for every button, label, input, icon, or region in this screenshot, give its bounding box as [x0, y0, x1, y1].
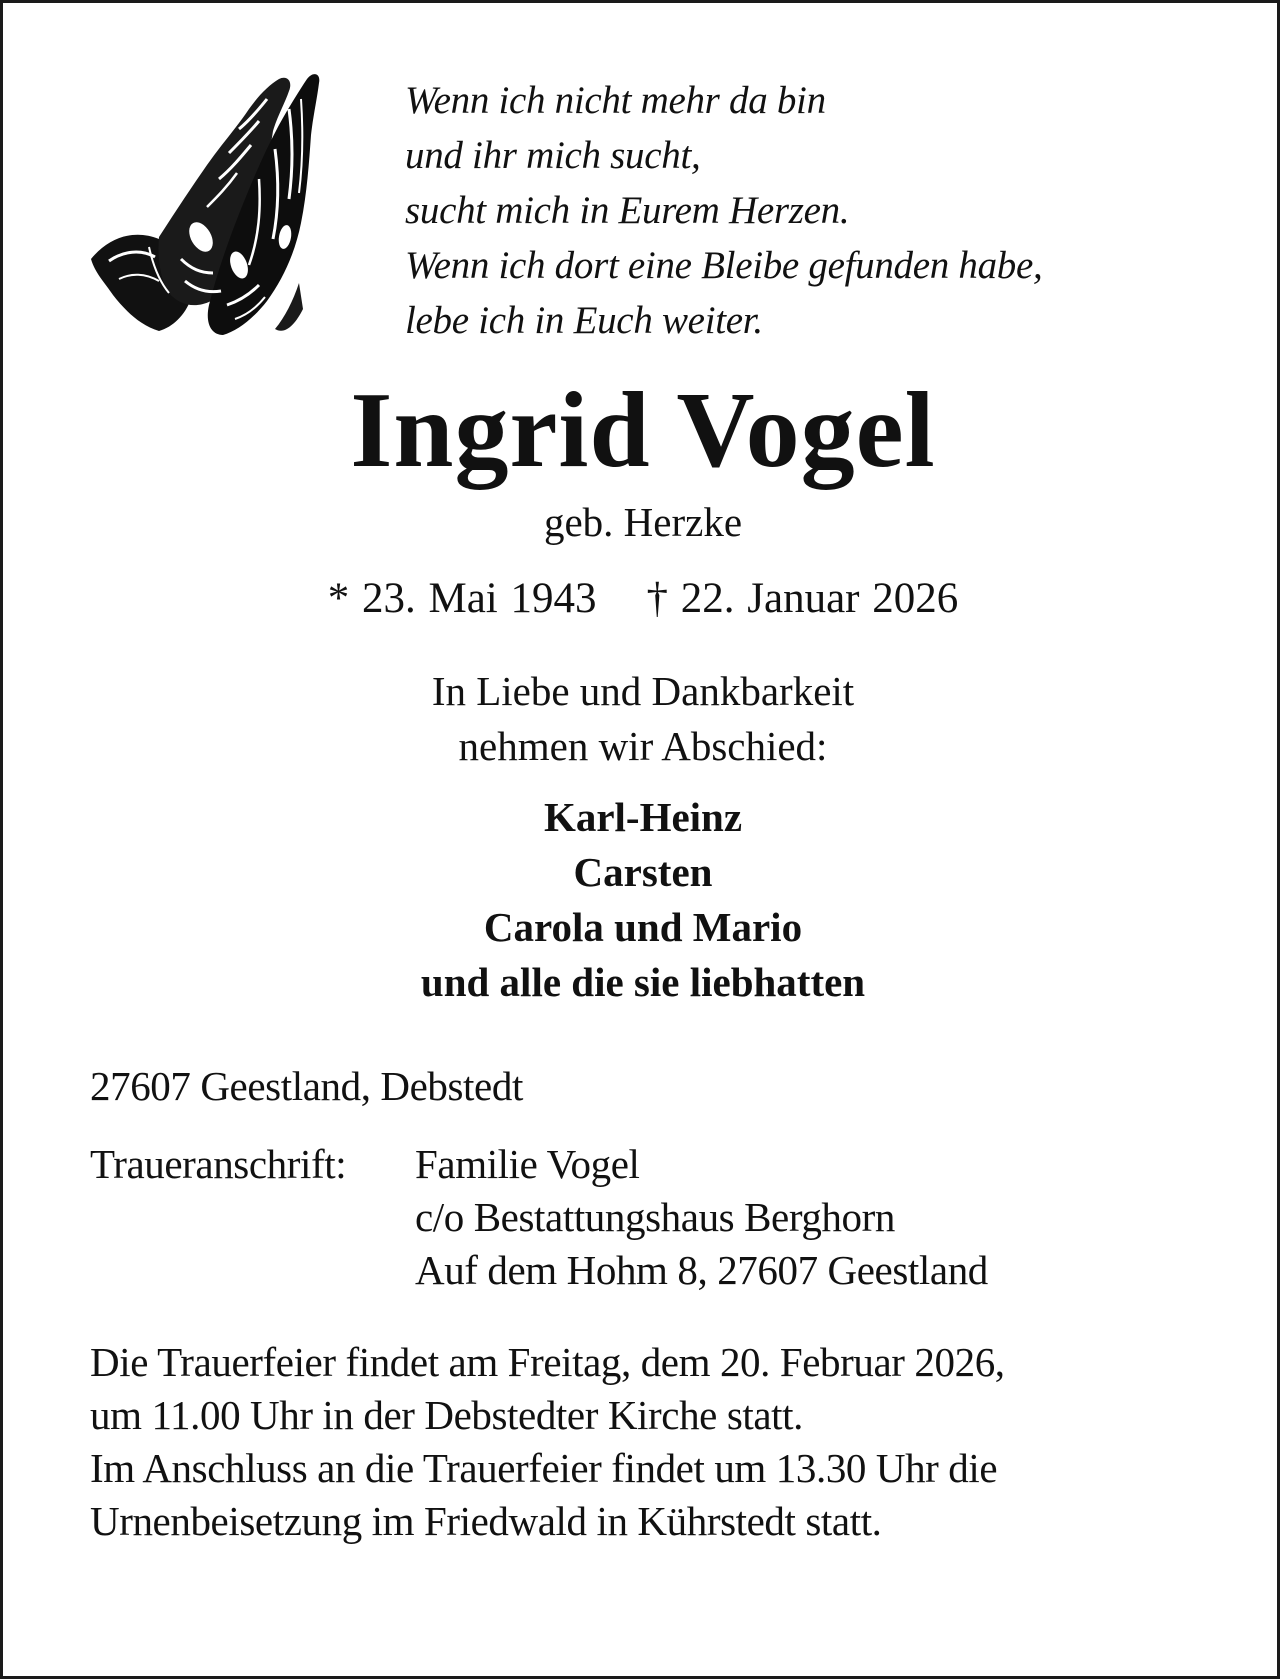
mourner: und alle die sie liebhatten [420, 959, 866, 1005]
farewell-line: nehmen wir Abschied: [458, 723, 828, 769]
farewell-text [3, 664, 1280, 774]
deceased-name: Ingrid Vogel [350, 371, 936, 490]
ceremony-info [90, 1336, 1005, 1548]
ceremony-line: Die Trauerfeier findet am Freitag, dem 20. Februar 2026, [90, 1339, 1005, 1385]
birth-date: * 23. Mai 1943 [327, 575, 597, 622]
address-line: Familie Vogel [415, 1141, 640, 1187]
address-line: c/o Bestattungshaus Berghorn [415, 1194, 895, 1240]
address-label: Traueranschrift: [90, 1141, 347, 1187]
praying-hands-icon [89, 69, 339, 369]
poem-line: lebe ich in Euch weiter. [405, 299, 763, 342]
mourner: Karl-Heinz [543, 794, 743, 840]
mourner: Carola und Mario [483, 904, 803, 950]
ceremony-line: Im Anschluss an die Trauerfeier findet um 13.30 Uhr die [90, 1445, 998, 1491]
maiden-name: geb. Herzke [543, 499, 743, 545]
farewell-line: In Liebe und Dankbarkeit [431, 668, 855, 714]
poem-line: und ihr mich sucht, [405, 134, 701, 177]
location: 27607 Geestland, Debstedt [90, 1063, 523, 1109]
mourners-list [3, 790, 1280, 1010]
address-line: Auf dem Hohm 8, 27607 Geestland [415, 1247, 988, 1293]
ceremony-line: um 11.00 Uhr in der Debstedter Kirche statt. [90, 1392, 803, 1438]
poem-line: Wenn ich nicht mehr da bin [405, 79, 826, 122]
life-dates [3, 573, 1280, 625]
poem-line: Wenn ich dort eine Bleibe gefunden habe, [405, 244, 1043, 287]
poem-line: sucht mich in Eurem Herzen. [405, 189, 850, 232]
poem [405, 73, 1042, 348]
ceremony-line: Urnenbeisetzung im Friedwald in Kührstedt statt. [90, 1498, 882, 1544]
mourner: Carsten [573, 849, 713, 895]
death-date: † 22. Januar 2026 [646, 575, 959, 622]
